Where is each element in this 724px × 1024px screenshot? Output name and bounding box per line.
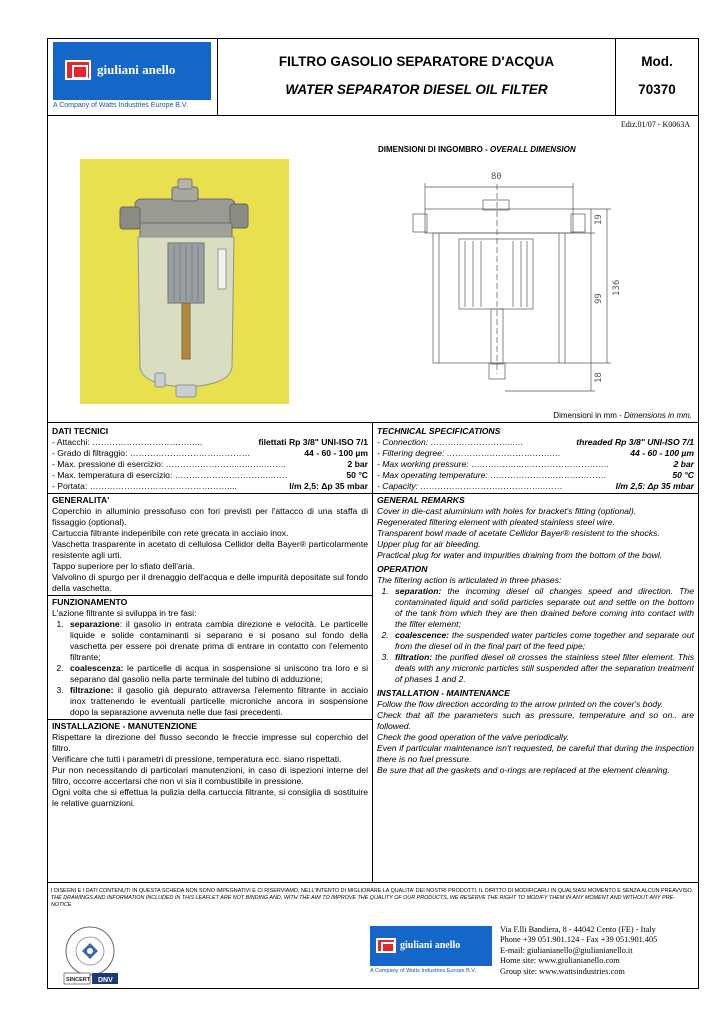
footer-logo-box [370, 926, 492, 966]
brand-subtitle: A Company of Watts Industries Europe B.V. [53, 102, 188, 109]
footer-logo [370, 926, 492, 976]
dnv-label: DNV [98, 977, 113, 984]
header [48, 39, 698, 116]
english-column [373, 423, 698, 882]
general-text: Valvolino di spurgo per il drenaggio dell'acqua e delle impurità depositate sul fondo della vaschetta. [52, 572, 368, 593]
dim-top: 19 [594, 214, 604, 225]
disclaimer [51, 888, 695, 908]
spec-row [377, 448, 694, 459]
general-text: Cover in die-cast aluminium with holes for bracket's fitting (optional). [377, 506, 637, 516]
install-text: Be sure that all the gaskets and o-rings are replaced at the element cleaning. [377, 765, 670, 775]
sincert-label: SINCERT [66, 977, 91, 983]
specifications-section [48, 422, 698, 883]
ga-logo-icon [65, 60, 91, 80]
operation-step [66, 663, 368, 685]
spec-value: l/m 2,5: Δp 35 mbar [615, 481, 694, 491]
drawing-title-english: OVERALL DIMENSION [490, 145, 576, 154]
title-italian: FILTRO GASOLIO SEPARATORE D'ACQUA [278, 54, 555, 69]
spec-label: - Max operating temperature: ………………….……….……… [377, 470, 607, 480]
operation-step [391, 586, 694, 630]
install-title-it: INSTALLAZIONE - MANUTENZIONE [48, 719, 372, 732]
install-text: Follow the flow direction according to the arrow printed on the cover's body. [377, 699, 664, 709]
model-number: 70370 [638, 82, 676, 97]
company-address [500, 925, 657, 977]
dim-total: 136 [612, 279, 622, 296]
spec-label: - Max. pressione di esercizio: ……………………...……..…….. [52, 459, 286, 469]
datasheet-page [47, 38, 699, 989]
model-label: Mod. [641, 54, 673, 69]
general-text: Vaschetta trasparente in acetato di cellulosa Cellidor della Bayer® particolarmente resistente agli urti. [52, 539, 368, 560]
general-text: Cartuccia filtrante indeperibile con rete grecata in acciaio inox. [52, 528, 289, 538]
spec-value: l/m 2,5: Δp 35 mbar [289, 481, 368, 491]
operation-step [391, 652, 694, 685]
ga-logo-icon [376, 938, 396, 953]
spec-row [52, 470, 368, 481]
quality-certification-mark [56, 925, 126, 987]
operation-step [66, 685, 368, 718]
spec-row [52, 448, 368, 459]
disclaimer-english: THE DRAWINGS AND INFORMATION INCLUDED IN THIS LEAFLET ARE NOT BINDING AND, WITH THE AIM TO IMPROVE THE QUALITY OF OUR PRODUCTS, WE RESERVE THE RIGHT TO MODIFY THEM IN ANY MOMENT AND WITHOUT ANY PRE-NOTICE. [51, 894, 675, 908]
spec-value: 2 bar [347, 459, 368, 469]
spec-label: - Attacchi: …………………………….….. [52, 437, 203, 447]
home-site-link[interactable]: Home site: www.giulianianello.com [500, 956, 620, 966]
tech-data-title-en: TECHNICAL SPECIFICATIONS [377, 426, 501, 436]
install-text: Even if particular maintenance isn't requested, be careful that during the inspection there is no fuel pressure. [377, 743, 694, 764]
drawing-title [378, 145, 576, 154]
dimension-note-italian: Dimensioni in mm - [553, 411, 624, 420]
general-text: Transparent bowl made of acetate Cellidor Bayer® resistent to the shocks. [377, 528, 660, 538]
step-term: filtrazione: [70, 685, 114, 695]
dim-body: 99 [594, 293, 604, 304]
install-text: Ogni volta che si effettua la pulizia della cartuccia filtrante, si consiglia di sostituire le relative guarnizioni. [52, 787, 368, 808]
spec-value: 50 °C [672, 470, 694, 480]
address-line: Via F.lli Bandiera, 8 - 44042 Cento (FE) - Italy [500, 925, 656, 934]
dim-bottom: 18 [594, 372, 604, 383]
spec-row [377, 481, 694, 492]
install-text: Verificare che tutti i parametri di pressione, temperatura ecc. siano rispettati. [52, 754, 342, 764]
spec-label: - Capacity: ……………………………………..…… [377, 481, 563, 491]
brand-logo [53, 42, 211, 100]
disclaimer-italian: I DISEGNI E I DATI CONTENUTI IN QUESTA SCHEDA NON SONO IMPEGNATIVI E CI RISERVIAMO, NELL'INTENTO DI MIGLIORARE LA QUALITA' DEI NOSTRI PRODOTTI, IL DIRITTO DI MODIFICARLI IN QUALSIASI MOMENTO E SENZA ALCUN PREAVVISO. [51, 888, 694, 894]
spec-row [377, 459, 694, 470]
phone-fax: Phone +39 051.901.124 - Fax +39 051.901.405 [500, 935, 658, 945]
brand-logo-cell [48, 39, 218, 116]
general-text: Upper plug for air bleeding. [377, 539, 481, 549]
drawing-title-italian: DIMENSIONI DI INGOMBRO - [378, 145, 490, 154]
technical-drawing [393, 164, 623, 394]
spec-label: - Portata: ………………………………………….... [52, 481, 237, 491]
spec-value: filettati Rp 3/8" UNI-ISO 7/1 [258, 437, 368, 447]
step-text: le particelle di acqua in sospensione si uniscono tra loro e si separano dal gasolio nella parte terminale del tubino di adduzione; [70, 663, 368, 684]
spec-value: 44 - 60 - 100 µm [304, 448, 368, 458]
general-text: Coperchio in alluminio pressofuso con fori previsti per l'attacco di una staffa di fissaggio (optional). [52, 506, 368, 527]
step-term: coalescence: [395, 630, 449, 640]
tech-data-title-it: DATI TECNICI [52, 426, 109, 436]
general-title-en: GENERAL REMARKS [373, 493, 698, 506]
step-text: il gasolio già depurato attraversa l'elemento filtrante in acciaio inox trattenendo le eventuali particelle microniche ancora in sospensione dopo la separazione avvenuta nelle due fasi precedenti. [70, 685, 368, 717]
operation-intro: The filtering action is articulated in three phases: [377, 575, 562, 585]
general-text: Regenerated filtering element with pleated stainless steel wire. [377, 517, 615, 527]
spec-row [52, 459, 368, 470]
install-title-en: INSTALLATION - MAINTENANCE [377, 688, 510, 698]
spec-label: - Filtering degree: ……………………………….… [377, 448, 561, 458]
install-text: Check that all the parameters such as pressure, temperature and so on.. are followed. [377, 710, 694, 731]
model-cell [616, 39, 698, 116]
spec-value: 50 °C [346, 470, 368, 480]
brand-name: giuliani anello [97, 62, 176, 77]
operation-step [391, 630, 694, 652]
operation-steps [52, 619, 368, 718]
step-term: coalescenza: [70, 663, 124, 673]
spec-value: 44 - 60 - 100 µm [630, 448, 694, 458]
certification-seal-icon [56, 925, 126, 987]
email-link[interactable]: E-mail: giulianianello@giulianianello.it [500, 945, 633, 955]
install-text: Check the good operation of the valve periodically. [377, 732, 569, 742]
product-photo [80, 159, 289, 404]
spec-value: 2 bar [673, 459, 694, 469]
step-text: the suspended water particles come together and separate out from the diesel oil in the final part of the feed pipe; [395, 630, 694, 651]
spec-label: - Connection: ………………………...… [377, 437, 524, 447]
spec-row [377, 470, 694, 481]
step-text: the purified diesel oil crosses the stainless steel filter element. This deals with any micronic particles still suspended after the separation treatment of phases 1 and 2. [395, 652, 694, 684]
group-site-link[interactable]: Group site: www.wattsindustries.com [500, 966, 625, 976]
operation-title-en: OPERATION [377, 564, 428, 574]
general-title-it: GENERALITA' [48, 493, 372, 506]
dim-width: 80 [491, 172, 502, 182]
step-term: filtration: [395, 652, 433, 662]
dimension-drawing [393, 164, 623, 394]
edition-code: Ediz.01/07 - K0063A [620, 120, 690, 129]
dimension-note-english: Dimensions in mm. [623, 411, 692, 420]
install-text: Pur non necessitando di particolari manutenzioni, in caso di ispezioni interne del filtro, occorre accertarsi che non vi sia il combustibile in pressione. [52, 765, 368, 786]
general-text: Tappo superiore per lo sfiato dell'aria. [52, 561, 195, 571]
operation-intro: L'azione filtrante si sviluppa in tre fasi: [52, 608, 197, 618]
spec-row [377, 437, 694, 448]
title-english: WATER SEPARATOR DIESEL OIL FILTER [285, 82, 548, 97]
install-text: Rispettare la direzione del flusso secondo le freccie impresse sul coperchio del filtro. [52, 732, 368, 753]
step-text: : il gasolio in entrata cambia direzione e velocità. Le particelle liquide e solide contaminanti si separano e si posano sul fondo della vaschetta per essere poi drenate prima di entrare in contatto con l'elemento filtrante; [70, 619, 368, 662]
general-text: Practical plug for water and impurities draining from the bottom of the bowl. [377, 550, 663, 560]
footer-brand-subtitle: A Company of Watts Industries Europe B.V. [370, 968, 476, 974]
footer-brand-name: giuliani anello [400, 940, 461, 951]
step-term: separazione [70, 619, 120, 629]
spec-row [52, 437, 368, 448]
spec-label: - Max working pressure: ………….…..……………………….… [377, 459, 610, 469]
step-text: the incoming diesel oil changes speed and direction. The contaminated liquid and solid particles separate out and settle on the bottom of the tank from which they are then drained before coming into contact with the filter element; [395, 586, 694, 629]
italian-column [48, 423, 373, 882]
title-cell [218, 39, 616, 116]
operation-step [66, 619, 368, 663]
dimension-note [553, 411, 692, 420]
filter-photo-illustration [80, 159, 289, 404]
step-term: separation: [395, 586, 442, 596]
spec-row [52, 481, 368, 492]
operation-title-it: FUNZIONAMENTO [48, 595, 372, 608]
operation-steps [377, 586, 694, 685]
spec-label: - Max. temperatura di esercizio: ……………….…….……..…… [52, 470, 288, 480]
spec-value: threaded Rp 3/8" UNI-ISO 7/1 [576, 437, 694, 447]
spec-label: - Grado di filtraggio: …………………………………… [52, 448, 251, 458]
